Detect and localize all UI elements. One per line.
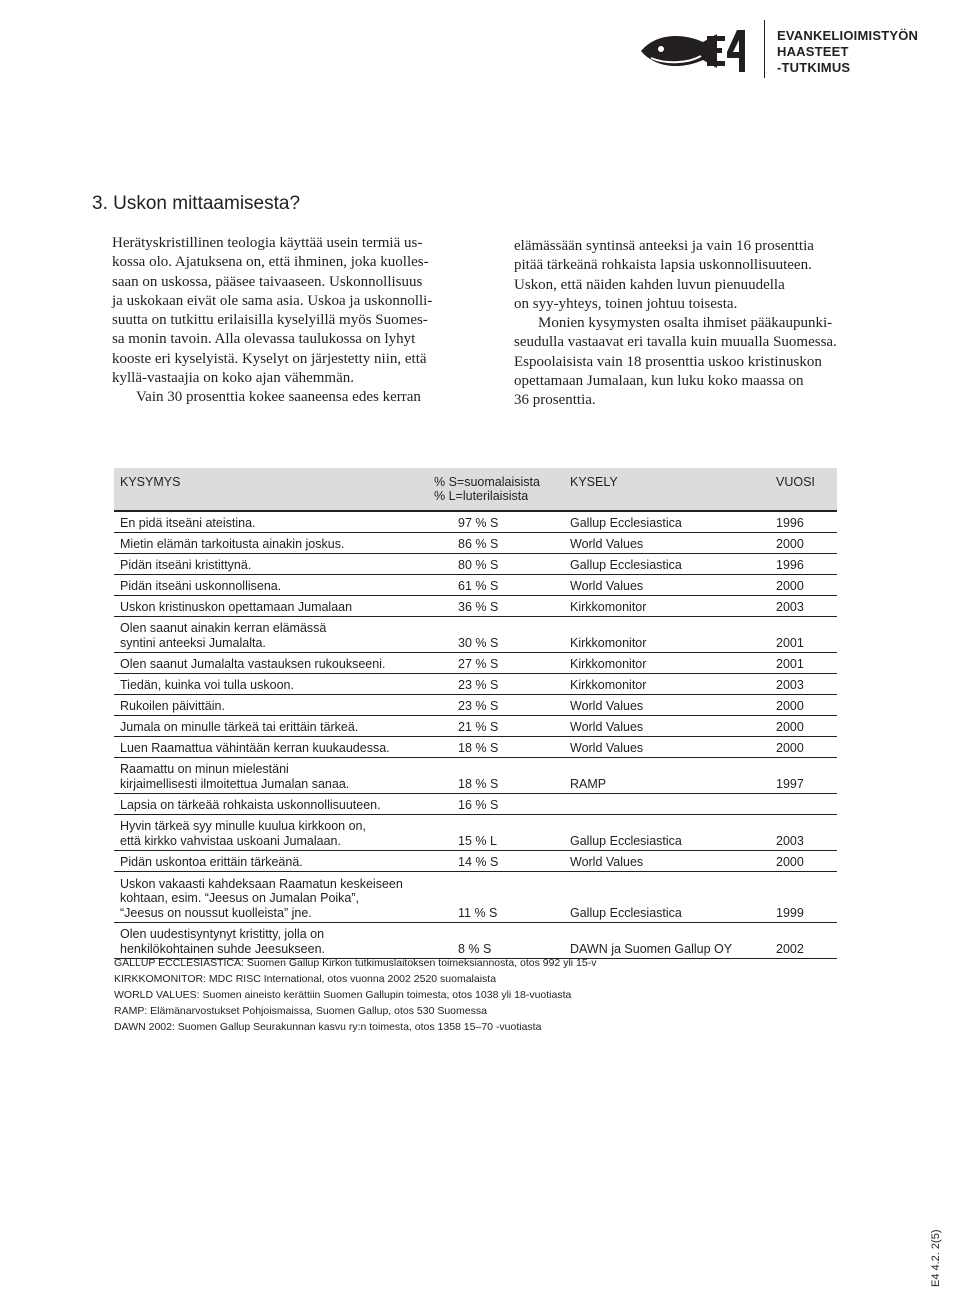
cell-percent: 23 % S bbox=[458, 699, 499, 713]
left-line: kooste eri kyselyistä. Kyselyt on järjestetty niin, että bbox=[112, 350, 427, 367]
right-line: pitää tärkeänä rohkaista lapsia uskonnollisuuteen. bbox=[514, 257, 812, 274]
cell-question: Pidän itseäni kristittynä. bbox=[120, 557, 252, 572]
cell-percent: 16 % S bbox=[458, 798, 499, 812]
left-line: kossa olo. Ajatuksena on, että ihminen, joka kuolles- bbox=[112, 254, 429, 271]
cell-question: Tiedän, kuinka voi tulla uskoon. bbox=[120, 677, 294, 692]
cell-year: 2000 bbox=[776, 720, 804, 734]
header-year: VUOSI bbox=[776, 475, 815, 489]
cell-question: Luen Raamattua vähintään kerran kuukaudessa. bbox=[120, 740, 390, 755]
cell-question: En pidä itseäni ateistina. bbox=[120, 515, 256, 530]
cell-year: 1996 bbox=[776, 516, 804, 530]
table-row bbox=[114, 737, 837, 758]
table-row bbox=[114, 815, 837, 851]
cell-survey: World Values bbox=[570, 720, 644, 734]
header-question: KYSYMYS bbox=[120, 475, 181, 489]
left-column-text bbox=[112, 234, 462, 408]
right-line: Monien kysymysten osalta ihmiset pääkaupunki- bbox=[538, 315, 833, 332]
cell-survey: World Values bbox=[570, 537, 644, 551]
cell-percent: 86 % S bbox=[458, 537, 499, 551]
header-percent-line-2: % L=luterilaisista bbox=[434, 489, 529, 503]
cell-percent: 14 % S bbox=[458, 855, 499, 869]
left-line: sa monin tavoin. Alla olevassa taulukossa on lyhyt bbox=[112, 331, 416, 348]
table-row bbox=[114, 851, 837, 872]
cell-year: 2000 bbox=[776, 855, 804, 869]
footnotes bbox=[114, 955, 596, 1035]
cell-question: Olen saanut ainakin kerran elämässä syntini anteeksi Jumalalta. bbox=[120, 621, 327, 650]
cell-survey: Kirkkomonitor bbox=[570, 636, 647, 650]
cell-question: Uskon vakaasti kahdeksaan Raamatun keskeiseen kohtaan, esim. “Jeesus on Jumalan Poika”, “Jeesus on noussut kuolleista” jne. bbox=[120, 876, 403, 920]
fish-e4-logo-icon bbox=[637, 28, 755, 74]
left-line: suutta on tutkittu erilaisilla kyselyillä myös Suomes- bbox=[112, 312, 428, 329]
cell-question: Jumala on minulle tärkeä tai erittäin tärkeä. bbox=[120, 719, 359, 734]
right-line: on syy-yhteys, toinen johtuu toisesta. bbox=[514, 295, 738, 312]
cell-survey: World Values bbox=[570, 579, 644, 593]
table-row bbox=[114, 617, 837, 653]
page-number: E4 4.2. 2(5) bbox=[930, 1229, 942, 1287]
cell-percent: 97 % S bbox=[458, 516, 499, 530]
cell-year: 2000 bbox=[776, 579, 804, 593]
right-line: seudulla vastaavat eri tavalla kuin muualla Suomessa. bbox=[514, 334, 837, 351]
cell-survey: Kirkkomonitor bbox=[570, 657, 647, 671]
table-row bbox=[114, 554, 837, 575]
cell-percent: 8 % S bbox=[458, 942, 492, 956]
cell-percent: 15 % L bbox=[458, 834, 497, 848]
cell-year: 2000 bbox=[776, 699, 804, 713]
cell-percent: 61 % S bbox=[458, 579, 499, 593]
cell-question: Uskon kristinuskon opettamaan Jumalaan bbox=[120, 599, 353, 614]
brand-line-3: -TUTKIMUS bbox=[777, 60, 851, 75]
cell-year: 2000 bbox=[776, 741, 804, 755]
left-line: saan on uskossa, pääsee taivaaseen. Uskonnollisuus bbox=[112, 273, 423, 290]
cell-question: Rukoilen päivittäin. bbox=[120, 698, 225, 713]
brand-block bbox=[764, 20, 918, 78]
cell-survey: World Values bbox=[570, 699, 644, 713]
table-header bbox=[114, 468, 837, 512]
footnote: WORLD VALUES: Suomen aineisto kerättiin Suomen Gallupin toimesta, otos 1038 yli 18-vuotiasta bbox=[114, 989, 572, 1001]
cell-question: Pidän uskontoa erittäin tärkeänä. bbox=[120, 854, 303, 869]
cell-percent: 30 % S bbox=[458, 636, 499, 650]
table-row bbox=[114, 923, 837, 959]
brand-line-1: EVANKELIOIMISTYÖN bbox=[777, 28, 919, 43]
cell-year: 2001 bbox=[776, 657, 804, 671]
footnote: DAWN 2002: Suomen Gallup Seurakunnan kasvu ry:n toimesta, otos 1358 15–70 -vuotiasta bbox=[114, 1021, 542, 1033]
brand-line-2: HAASTEET bbox=[777, 44, 849, 59]
cell-survey: Kirkkomonitor bbox=[570, 678, 647, 692]
footnote: GALLUP ECCLESIASTICA: Suomen Gallup Kirkon tutkimuslaitoksen toimeksiannosta, otos 992 yli 15-v bbox=[114, 957, 597, 969]
right-line: elämässään syntinsä anteeksi ja vain 16 prosenttia bbox=[514, 238, 814, 254]
table-row bbox=[114, 653, 837, 674]
cell-year: 2003 bbox=[776, 600, 804, 614]
cell-question: Olen uudestisyntynyt kristitty, jolla on henkilökohtainen suhde Jeesukseen. bbox=[120, 927, 326, 956]
footnote: KIRKKOMONITOR: MDC RISC International, otos vuonna 2002 2520 suomalaista bbox=[114, 973, 497, 985]
cell-survey: Kirkkomonitor bbox=[570, 600, 647, 614]
cell-survey: Gallup Ecclesiastica bbox=[570, 834, 682, 848]
right-line: Uskon, että näiden kahden luvun pienuudella bbox=[514, 276, 785, 293]
left-line: Herätyskristillinen teologia käyttää usein termiä us- bbox=[112, 235, 423, 251]
cell-year: 2003 bbox=[776, 834, 804, 848]
table-row bbox=[114, 575, 837, 596]
table-row bbox=[114, 512, 837, 533]
cell-year: 1996 bbox=[776, 558, 804, 572]
cell-percent: 27 % S bbox=[458, 657, 499, 671]
cell-question: Pidän itseäni uskonnollisena. bbox=[120, 578, 282, 593]
cell-question: Mietin elämän tarkoitusta ainakin joskus. bbox=[120, 536, 345, 551]
cell-percent: 11 % S bbox=[458, 906, 498, 920]
cell-percent: 18 % S bbox=[458, 777, 499, 791]
table-row bbox=[114, 533, 837, 554]
table-body bbox=[114, 512, 837, 959]
footnote: RAMP: Elämänarvostukset Pohjoismaissa, Suomen Gallup, otos 530 Suomessa bbox=[114, 1005, 487, 1017]
cell-survey: RAMP bbox=[570, 777, 607, 791]
table-row bbox=[114, 716, 837, 737]
table-row bbox=[114, 596, 837, 617]
cell-question: Raamattu on minun mielestäni kirjaimellisesti ilmoitettua Jumalan sanaa. bbox=[120, 762, 350, 791]
cell-year: 2002 bbox=[776, 942, 804, 956]
cell-survey: Gallup Ecclesiastica bbox=[570, 516, 682, 530]
cell-survey: DAWN ja Suomen Gallup OY bbox=[570, 942, 733, 956]
cell-year: 2000 bbox=[776, 537, 804, 551]
cell-survey: World Values bbox=[570, 855, 644, 869]
header-survey: KYSELY bbox=[570, 475, 618, 489]
cell-year: 2003 bbox=[776, 678, 804, 692]
table-row bbox=[114, 758, 837, 794]
cell-year: 1997 bbox=[776, 777, 804, 791]
cell-survey: Gallup Ecclesiastica bbox=[570, 558, 682, 572]
cell-survey: World Values bbox=[570, 741, 644, 755]
table-row bbox=[114, 674, 837, 695]
right-column-text bbox=[514, 237, 864, 411]
right-line: 36 prosenttia. bbox=[514, 392, 596, 409]
cell-question: Hyvin tärkeä syy minulle kuulua kirkkoon on, että kirkko vahvistaa uskoani Jumalaan. bbox=[120, 819, 366, 848]
cell-year: 2001 bbox=[776, 636, 804, 650]
cell-percent: 36 % S bbox=[458, 600, 499, 614]
survey-table bbox=[114, 468, 837, 959]
table-row bbox=[114, 794, 837, 815]
section-title: 3. Uskon mittaamisesta? bbox=[92, 193, 301, 214]
right-line: opettamaan Jumalaan, kun luku koko maassa on bbox=[514, 373, 804, 390]
cell-percent: 80 % S bbox=[458, 558, 499, 572]
header-percent bbox=[434, 475, 540, 503]
cell-percent: 21 % S bbox=[458, 720, 499, 734]
table-row bbox=[114, 872, 837, 923]
right-line: Espoolaisista vain 18 prosenttia uskoo kristinuskon bbox=[514, 353, 822, 370]
left-line: Vain 30 prosenttia kokee saaneensa edes kerran bbox=[136, 389, 421, 406]
cell-survey: Gallup Ecclesiastica bbox=[570, 906, 682, 920]
header-percent-line-1: % S=suomalaisista bbox=[434, 475, 540, 489]
left-line: kyllä-vastaajia on koko ajan vähemmän. bbox=[112, 370, 354, 387]
cell-question: Olen saanut Jumalalta vastauksen rukoukseeni. bbox=[120, 656, 386, 671]
cell-year: 1999 bbox=[776, 906, 804, 920]
cell-percent: 18 % S bbox=[458, 741, 499, 755]
cell-percent: 23 % S bbox=[458, 678, 499, 692]
cell-question: Lapsia on tärkeää rohkaista uskonnollisuuteen. bbox=[120, 797, 381, 812]
table-row bbox=[114, 695, 837, 716]
left-line: ja uskokaan eivät ole sama asia. Uskoa ja uskonnolli- bbox=[112, 292, 433, 309]
